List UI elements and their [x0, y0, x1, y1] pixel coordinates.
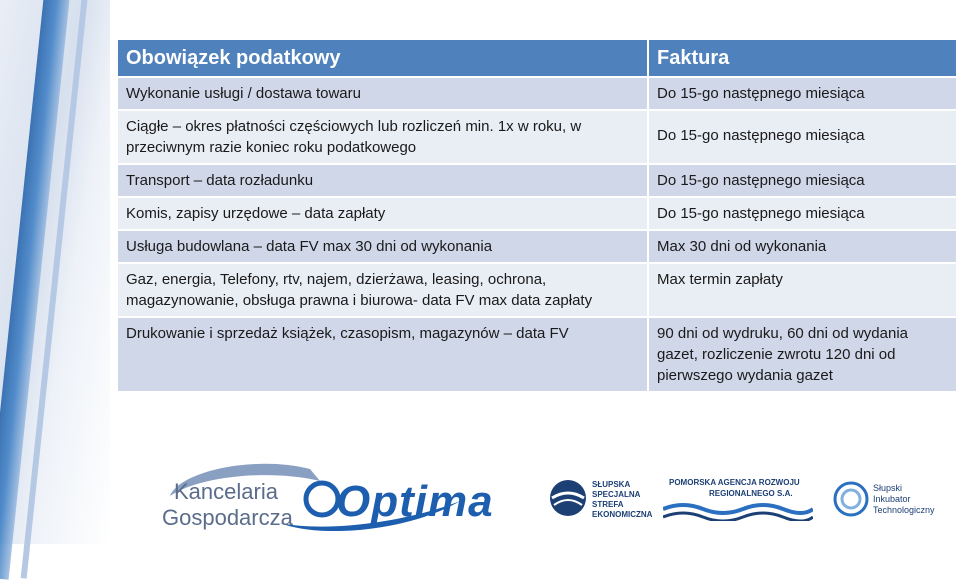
- header-obligation: Obowiązek podatkowy: [118, 40, 648, 77]
- header-invoice: Faktura: [648, 40, 957, 77]
- invoice-cell: 90 dni od wydruku, 60 dni od wydania gazet, rozliczenie zwrotu 120 dni od pierwszego wydania gazet: [648, 317, 957, 391]
- sse-text: [592, 480, 652, 520]
- inkubator-line: Inkubator: [873, 494, 911, 504]
- inkubator-text: [873, 483, 935, 516]
- sse-logo: [548, 478, 658, 522]
- tax-obligation-table: [118, 40, 958, 391]
- parr-line1: POMORSKA AGENCJA ROZWOJU: [669, 478, 800, 487]
- sse-line: SŁUPSKA: [592, 480, 631, 489]
- invoice-cell: Do 15-go następnego miesiąca: [648, 164, 957, 197]
- sse-line: SPECJALNA: [592, 490, 641, 499]
- table-row: [118, 110, 957, 164]
- obligation-cell: Drukowanie i sprzedaż książek, czasopism, magazynów – data FV: [118, 317, 648, 391]
- inkubator-line: Technologiczny: [873, 505, 935, 515]
- sse-line: STREFA: [592, 500, 624, 509]
- invoice-cell: Max termin zapłaty: [648, 263, 957, 317]
- table-row: [118, 77, 957, 110]
- obligation-cell: Transport – data rozładunku: [118, 164, 648, 197]
- waves-icon: [663, 501, 813, 521]
- table-row: [118, 317, 957, 391]
- kancelaria-optima-logo: [160, 461, 494, 531]
- obligation-cell: Gaz, energia, Telefony, rtv, najem, dzierżawa, leasing, ochrona, magazynowanie, obsługa prawna i biurowa- data FV max data zapłaty: [118, 263, 648, 317]
- table-row: [118, 197, 957, 230]
- obligation-cell: Ciągłe – okres płatności częściowych lub rozliczeń min. 1x w roku, w przeciwnym razie koniec roku podatkowego: [118, 110, 648, 164]
- optima-text: Optima: [336, 477, 494, 526]
- table-header-row: [118, 40, 957, 77]
- sse-line: EKONOMICZNA: [592, 510, 653, 519]
- kancelaria-text: Kancelaria: [174, 479, 278, 504]
- obligation-cell: Komis, zapisy urzędowe – data zapłaty: [118, 197, 648, 230]
- invoice-cell: Max 30 dni od wykonania: [648, 230, 957, 263]
- gospodarcza-text: Gospodarcza: [162, 505, 293, 530]
- table-row: [118, 164, 957, 197]
- table-row: [118, 230, 957, 263]
- sse-emblem-icon: [548, 478, 588, 518]
- table-row: [118, 263, 957, 317]
- obligation-cell: Wykonanie usługi / dostawa towaru: [118, 77, 648, 110]
- sponsor-logos: [0, 445, 960, 544]
- invoice-cell: Do 15-go następnego miesiąca: [648, 197, 957, 230]
- parr-logo: [663, 475, 813, 519]
- invoice-cell: Do 15-go następnego miesiąca: [648, 77, 957, 110]
- invoice-cell: Do 15-go następnego miesiąca: [648, 110, 957, 164]
- inkubator-logo: [833, 481, 953, 525]
- parr-line2: REGIONALNEGO S.A.: [709, 489, 793, 498]
- inkubator-line: Słupski: [873, 483, 903, 493]
- obligation-cell: Usługa budowlana – data FV max 30 dni od wykonania: [118, 230, 648, 263]
- inkubator-emblem-icon: [833, 481, 869, 517]
